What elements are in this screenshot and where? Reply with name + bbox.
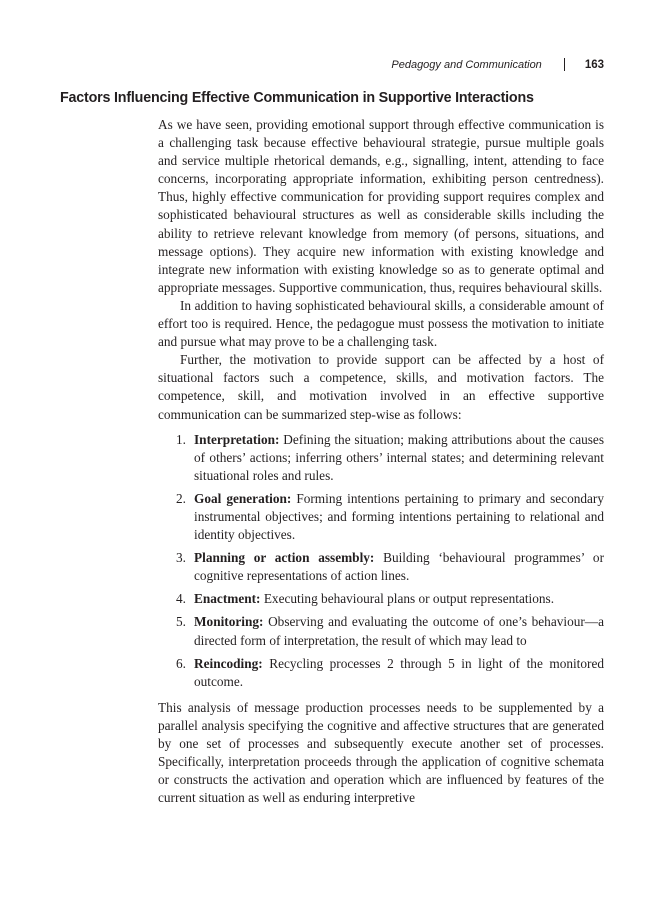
body-text <box>158 116 604 807</box>
list-item <box>158 655 604 691</box>
step-term: Planning or action assembly: <box>194 550 375 566</box>
step-term: Enactment: <box>194 591 261 607</box>
step-number: 5. <box>176 614 186 630</box>
step-term: Interpretation: <box>194 431 280 447</box>
page-number: 163 <box>584 58 604 71</box>
step-term: Monitoring: <box>194 614 264 630</box>
steps-list <box>158 431 604 691</box>
step-text: Defining the situation; making attributions about the causes of others’ actions; inferring others’ internal states; and determining relevant situational roles and rules. <box>194 431 604 483</box>
step-text: Executing behavioural plans or output representations. <box>263 591 555 607</box>
paragraph-3: Further, the motivation to provide support can be affected by a host of situational factors such a competence, skills, and motivation factors. The competence, skill, and motivation involved in an effective supportive communication can be summarized step-wise as follows: <box>158 352 604 422</box>
step-text: Forming intentions pertaining to primary and secondary instrumental objectives; and forming intentions pertaining to relational and identity objectives. <box>194 490 604 543</box>
step-number: 4. <box>176 591 186 607</box>
paragraph-2: In addition to having sophisticated behavioural skills, a considerable amount of effort too is required. Hence, the pedagogue must possess the motivation to initiate and pursue what may prove to be a challenging task. <box>158 297 604 350</box>
paragraph-4: This analysis of message production processes needs to be supplemented by a parallel analysis specifying the cognitive and affective structures that are generated by one set of processes and subsequently execute another set of processes. Specifically, interpretation proceeds through the application of cognitive schemata or constructs the activation and operation which are influenced by features of the current situation as well as enduring interpretive <box>158 699 604 806</box>
section-title: Factors Influencing Effective Communication in Supportive Interactions <box>60 90 534 106</box>
step-term: Reincoding: <box>194 655 263 671</box>
paragraph-1: As we have seen, providing emotional support through effective communication is a challenging task because effective behavioural strategie, pursue multiple goals and service multiple rhetorical demands, e.g., signalling, intent, attending to face concerns, incorporating appropriate information, exhibiting person centredness). Thus, highly effective communication for providing support requires complex and sophisticated behavioural structures as well as considerable skills including the ability to retrieve relevant knowledge from memory (of persons, situations, and message options). They acquire new information with existing knowledge and integrate new information with existing knowledge so as to generate optimal and appropriate messages. Supportive communication, thus, requires behavioural skills. <box>158 117 604 295</box>
list-item <box>158 549 604 585</box>
list-item <box>158 590 604 608</box>
header-divider <box>564 58 565 71</box>
step-text: Building ‘behavioural programmes’ or cognitive representations of action lines. <box>194 550 604 584</box>
list-item <box>158 431 604 485</box>
step-number: 3. <box>176 550 186 566</box>
page-header <box>391 58 604 71</box>
step-number: 1. <box>176 431 186 447</box>
running-head: Pedagogy and Communication <box>391 58 542 71</box>
step-text: Observing and evaluating the outcome of one’s behaviour—a directed form of interpretation, the result of which may lead to <box>194 614 604 648</box>
step-term: Goal generation: <box>194 490 292 506</box>
step-text: Recycling processes 2 through 5 in light of the monitored outcome. <box>194 655 605 689</box>
step-number: 6. <box>176 655 186 671</box>
list-item <box>158 490 604 544</box>
step-number: 2. <box>176 490 186 506</box>
list-item <box>158 613 604 649</box>
